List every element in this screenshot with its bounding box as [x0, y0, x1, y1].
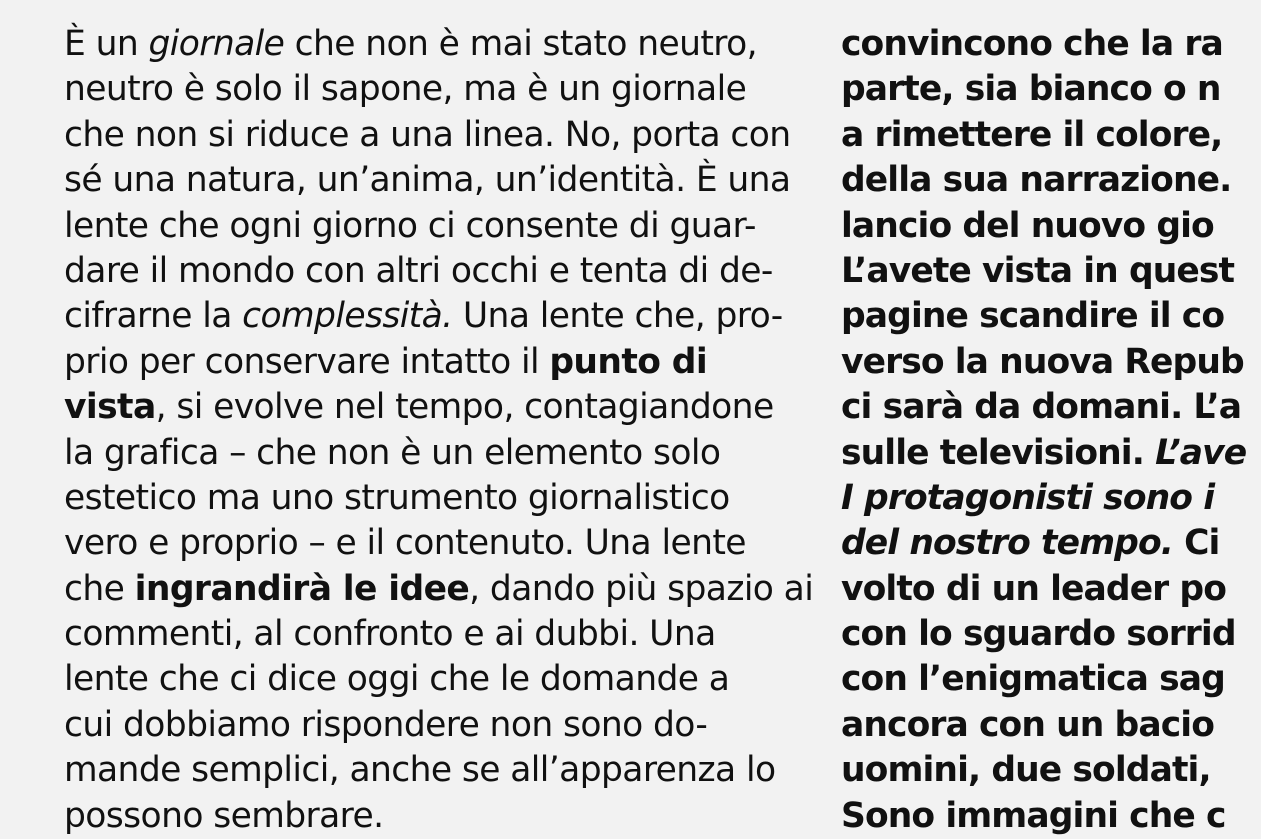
bold-text: Ci — [1173, 523, 1220, 564]
text-line — [64, 612, 854, 657]
bold-text: Sono immagini che c — [841, 795, 1226, 836]
text-line — [64, 67, 854, 112]
bold-text: con l’enigmatica sag — [841, 659, 1225, 700]
bold-text: ingrandirà le idee — [134, 568, 470, 609]
bold-text: a rimettere il colore, — [841, 114, 1223, 155]
text-line — [841, 340, 1261, 385]
text-line — [841, 794, 1261, 839]
body-text: la grafica – che non è un elemento solo — [64, 432, 721, 473]
text-line — [64, 249, 854, 294]
text-line — [841, 385, 1261, 430]
text-line — [841, 431, 1261, 476]
text-line — [64, 567, 854, 612]
text-line — [64, 476, 854, 521]
body-text: vero e proprio – e il contenuto. Una lente — [64, 523, 746, 564]
bold-text: vista — [64, 387, 156, 428]
body-text: estetico ma uno strumento giornalistico — [64, 477, 730, 518]
italic-text: giornale — [148, 24, 285, 64]
body-text: che non è mai stato neutro, — [284, 24, 757, 64]
text-line — [64, 22, 854, 67]
bold-text: convincono che la ra — [841, 24, 1223, 64]
text-line — [64, 340, 854, 385]
text-line — [64, 794, 854, 839]
bold-text: pagine scandire il co — [841, 296, 1225, 337]
text-line — [841, 67, 1261, 112]
body-text: , dando più spazio ai — [469, 568, 814, 609]
body-text: commenti, al confronto e ai dubbi. Una — [64, 614, 716, 655]
text-line — [841, 249, 1261, 294]
body-text: È un — [64, 24, 149, 64]
body-text: lente che ci dice oggi che le domande a — [64, 659, 730, 700]
bold-text: verso la nuova Repub — [841, 341, 1244, 382]
text-line — [64, 204, 854, 249]
bold-text: punto di — [549, 341, 708, 382]
bold-text: L’avete vista in quest — [841, 250, 1235, 291]
body-text: possono sembrare. — [64, 795, 384, 836]
text-line — [841, 294, 1261, 339]
text-line — [841, 113, 1261, 158]
text-line — [64, 657, 854, 702]
body-text: che non si riduce a una linea. No, porta con — [64, 114, 791, 155]
bold-text: della sua narrazione. — [841, 160, 1232, 201]
bold-text: uomini, due soldati, — [841, 750, 1211, 791]
body-text: prio per conservare intatto il — [64, 341, 550, 382]
text-line — [841, 158, 1261, 203]
body-text: sé una natura, un’anima, un’identità. È una — [64, 160, 791, 201]
bold-italic-text: I protagonisti sono i — [841, 477, 1215, 518]
text-line — [64, 294, 854, 339]
text-line — [841, 703, 1261, 748]
text-line — [64, 113, 854, 158]
text-line — [841, 204, 1261, 249]
bold-italic-text: L’ave — [1155, 432, 1247, 473]
text-line — [841, 521, 1261, 566]
text-line — [64, 521, 854, 566]
body-text: neutro è solo il sapone, ma è un giornale — [64, 69, 747, 110]
text-line — [841, 612, 1261, 657]
bold-italic-text: del nostro tempo. — [841, 523, 1173, 564]
text-line — [64, 158, 854, 203]
body-text: Una lente che, pro- — [452, 296, 783, 337]
body-text: che — [64, 568, 135, 609]
text-line — [841, 567, 1261, 612]
bold-text: lancio del nuovo gio — [841, 205, 1214, 246]
bold-text: sulle televisioni. — [841, 432, 1156, 473]
text-line — [64, 703, 854, 748]
text-line — [841, 657, 1261, 702]
italic-text: complessità. — [242, 296, 453, 337]
body-text: cifrarne la — [64, 296, 243, 337]
bold-text: con lo sguardo sorrid — [841, 614, 1236, 655]
body-text: lente che ogni giorno ci consente di guar- — [64, 205, 756, 246]
text-line — [841, 748, 1261, 793]
text-line — [64, 385, 854, 430]
article-column-right — [841, 22, 1261, 839]
text-line — [64, 748, 854, 793]
text-line — [841, 476, 1261, 521]
text-line — [64, 431, 854, 476]
article-column-left — [64, 22, 854, 839]
bold-text: ci sarà da domani. L’a — [841, 387, 1242, 428]
body-text: , si evolve nel tempo, contagiandone — [155, 387, 774, 428]
text-line — [841, 22, 1261, 67]
body-text: cui dobbiamo rispondere non sono do- — [64, 704, 708, 745]
body-text: dare il mondo con altri occhi e tenta di de- — [64, 250, 773, 291]
body-text: mande semplici, anche se all’apparenza lo — [64, 750, 776, 791]
bold-text: volto di un leader po — [841, 568, 1227, 609]
bold-text: ancora con un bacio — [841, 704, 1215, 745]
bold-text: parte, sia bianco o n — [841, 69, 1221, 110]
